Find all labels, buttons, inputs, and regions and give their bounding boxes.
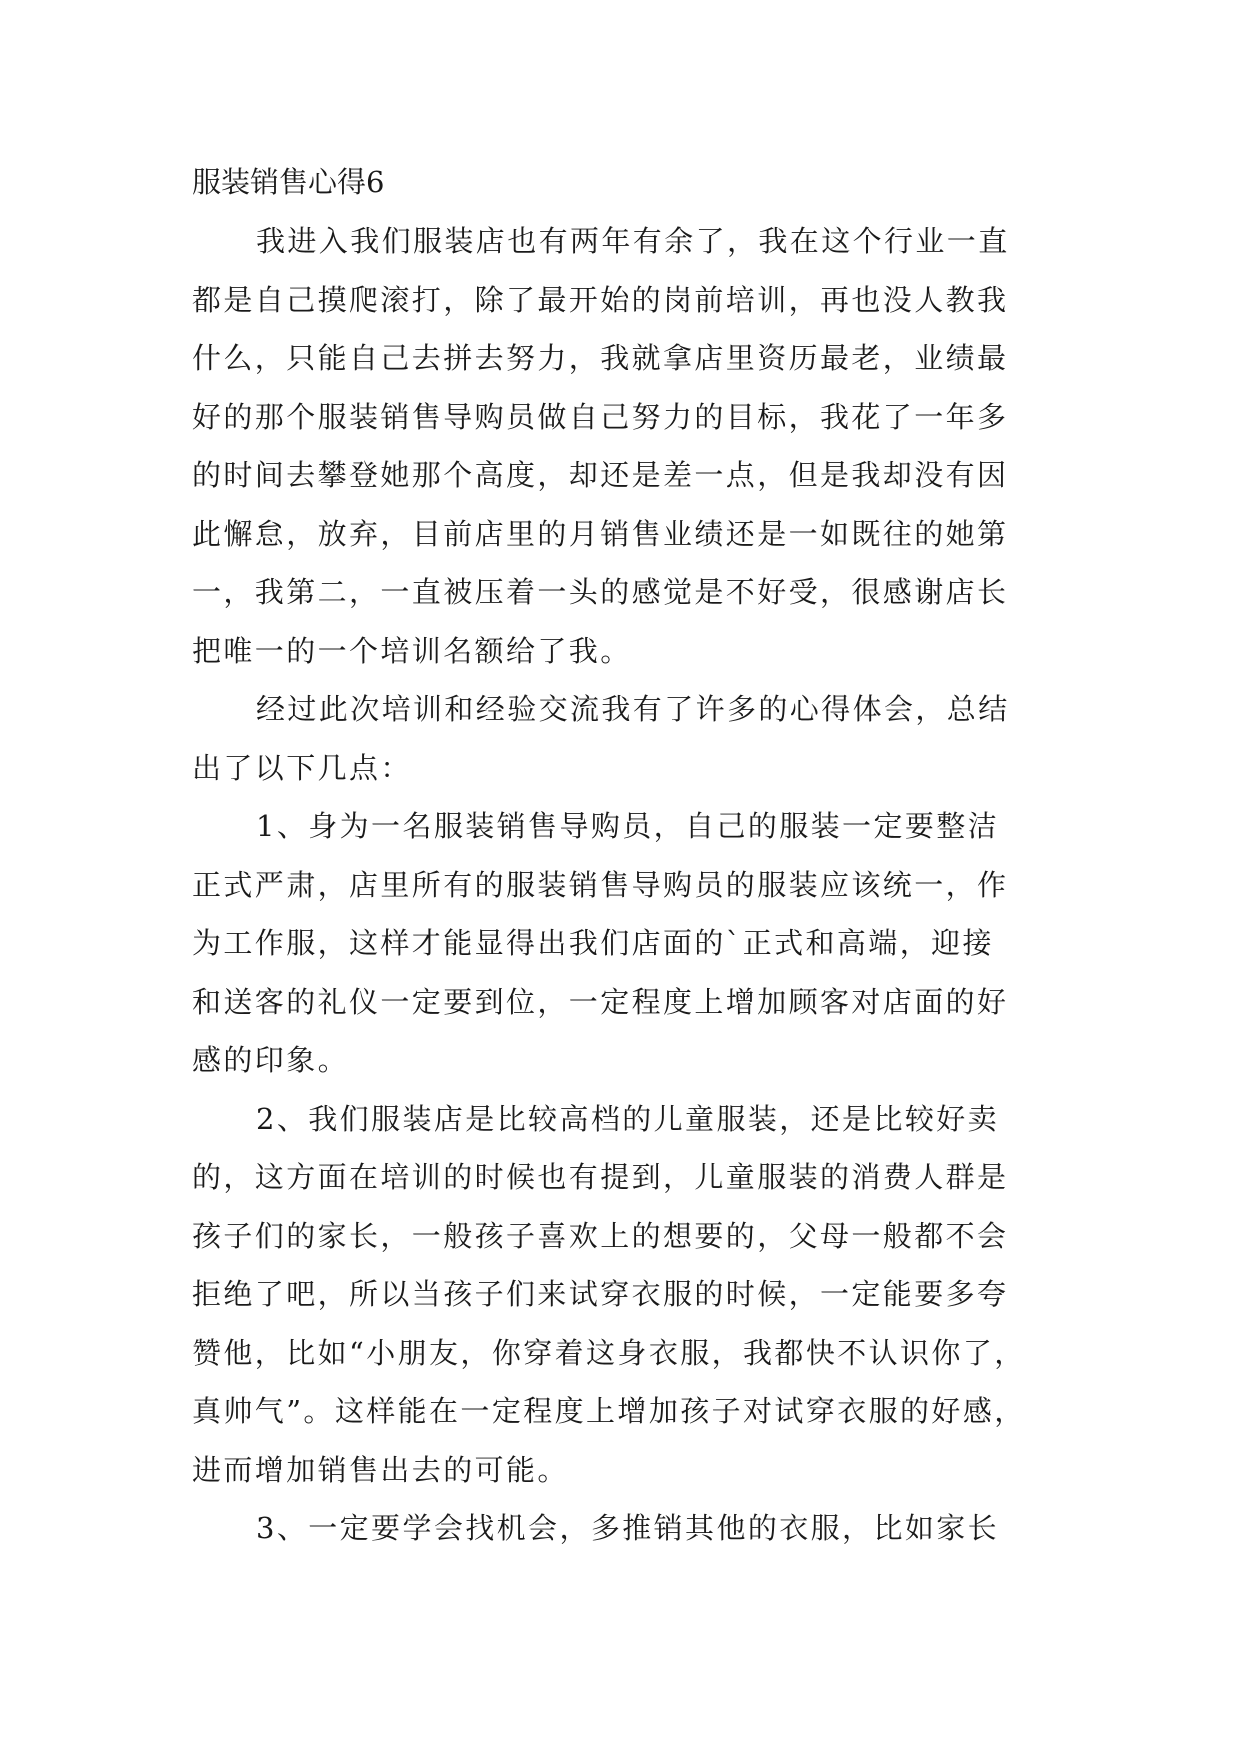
text-line: 什么，只能自己去拼去努力，我就拿店里资历最老，业绩最 bbox=[192, 341, 1009, 375]
text-line: 2、我们服装店是比较高档的儿童服装，还是比较好卖 bbox=[256, 1101, 1000, 1136]
text-line: 正式严肃，店里所有的服装销售导购员的服装应该统一，作 bbox=[192, 867, 1009, 902]
text-line: 的，这方面在培训的时候也有提到，儿童服装的消费人群是 bbox=[192, 1160, 1009, 1194]
text-line: 的时间去攀登她那个高度，却还是差一点，但是我却没有因 bbox=[192, 458, 1009, 492]
text-line: 我进入我们服装店也有两年有余了，我在这个行业一直 bbox=[256, 224, 1010, 258]
text-line: 1、身为一名服装销售导购员，自己的服装一定要整洁 bbox=[256, 809, 1000, 843]
text-line: 感的印象。 bbox=[192, 1043, 350, 1077]
text-line: 和送客的礼仪一定要到位，一定程度上增加顾客对店面的好 bbox=[192, 984, 1009, 1019]
text-line: 出了以下几点： bbox=[192, 750, 412, 785]
document-body bbox=[192, 152, 1060, 1558]
text-line: 真帅气”。这样能在一定程度上增加孩子对试穿衣服的好感， bbox=[192, 1394, 1026, 1428]
document-title: 服装销售心得6 bbox=[192, 165, 385, 199]
text-line: 3、一定要学会找机会，多推销其他的衣服，比如家长 bbox=[256, 1511, 1000, 1545]
text-line: 都是自己摸爬滚打，除了最开始的岗前培训，再也没人教我 bbox=[192, 282, 1009, 317]
text-line: 赞他，比如“小朋友，你穿着这身衣服，我都快不认识你了， bbox=[192, 1335, 1026, 1370]
text-line: 为工作服，这样才能显得出我们店面的`正式和高端，迎接 bbox=[192, 926, 994, 960]
text-line: 孩子们的家长，一般孩子喜欢上的想要的，父母一般都不会 bbox=[192, 1218, 1009, 1253]
text-line: 拒绝了吧，所以当孩子们来试穿衣服的时候，一定能要多夸 bbox=[192, 1277, 1009, 1311]
text-line: 此懈怠，放弃，目前店里的月销售业绩还是一如既往的她第 bbox=[192, 516, 1009, 551]
text-line: 把唯一的一个培训名额给了我。 bbox=[192, 633, 632, 668]
text-line: 经过此次培训和经验交流我有了许多的心得体会，总结 bbox=[256, 692, 1010, 726]
text-line: 好的那个服装销售导购员做自己努力的目标，我花了一年多 bbox=[192, 399, 1009, 434]
text-line: 一，我第二，一直被压着一头的感觉是不好受，很感谢店长 bbox=[192, 575, 1009, 609]
text-line: 进而增加销售出去的可能。 bbox=[192, 1452, 569, 1487]
